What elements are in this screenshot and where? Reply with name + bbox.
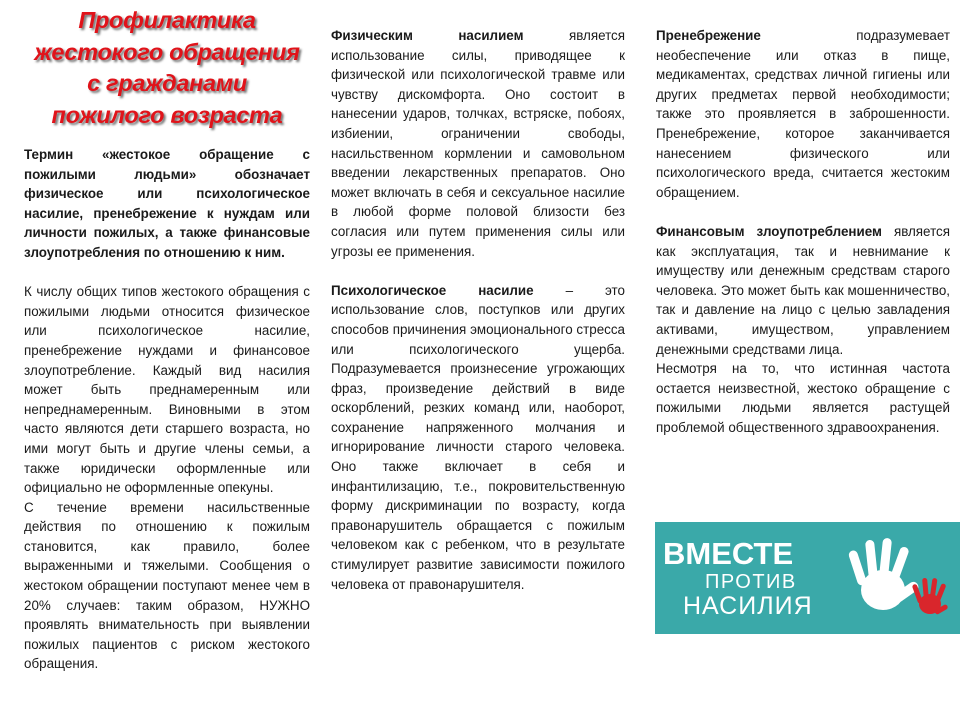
title-line: с гражданами [87,70,247,96]
middle-column [331,26,625,594]
neglect-term: Пренебрежение [656,28,761,43]
closing-paragraph: Несмотря на то, что истинная частота остается неизвестной, жестоко обращение с пожилыми людьми является растущей проблемой общественного здравоохранения. [656,361,950,435]
physical-violence-text: является использование силы, приводящее к физической или психологической травме или чувству дискомфорта. Оно состоит в нанесении ударов, толчках, встряске, побоях, избиении, ограничении свободы, насильственном кормлении и самовольном введении лекарственных препаратов. Оно может включать в себя и сексуальное насилие в любой форме половой близости без согласия или путем применения силы или угрозы ее применения. [331,28,625,259]
financial-abuse-paragraph [656,222,950,359]
types-paragraph: К числу общих типов жестокого обращения с пожилыми людьми относится физическое или психологическое насилие, пренебрежение нуждами и финансовое злоупотребление. Каждый вид насилия может быть преднамеренным или непреднамеренным. Виновными в этом часто являются дети старшего возраста, но ими могут быть и другие члены семьи, а также юридически оформленные или официально не оформленные опекуны. [24,284,310,496]
page-title [24,0,310,131]
hands-icon [835,528,955,628]
title-line: пожилого возраста [51,101,283,128]
physical-violence-paragraph [331,26,625,261]
title-line: Профилактика [78,7,256,33]
psychological-violence-text: – это использование слов, поступков или других способов причинения эмоционального стресса или психологического ущерба. Подразумевается произнесение угрожающих фраз, произведение действий в виде оскорблений, резких команд или, наоборот, сохранение напряженного молчания и игнорирование личности старого человека. Оно также включает в себя и инфантилизацию, т.е., покровительственную форму дискриминации по возрасту, когда правонарушитель обращается с пожилым человеком как с ребенком, что в результате стимулирует развитие зависимости пожилого человека от правонарушителя. [331,282,625,592]
definition-paragraph: Термин «жестокое обращение с пожилыми людьми» обозначает физическое или психологическое насилие, пренебрежение к нуждам или личности пожилых, а также финансовые злоупотребления по отношению к ним. [24,147,310,260]
neglect-text: подразумевает необеспечение или отказ в пище, медикаментах, средствах личной гигиены или других предметах первой необходимости; также это проявляется в заброшенности. Пренебрежение, которое заканчивается нанесением физического или психологического вреда, считается жестоким обращением. [656,28,950,200]
financial-abuse-text: является как эксплуатация, так и невнимание к имуществу или денежным средствам старого человека. Это может быть как мошенничество, так и давление на лицо с целью завладения активами, имуществом, управлением денежными средствами лица. [656,223,950,357]
banner-line-2: ПРОТИВ [705,571,797,593]
banner-line-3: НАСИЛИЯ [683,592,813,620]
together-against-violence-banner [655,522,960,634]
financial-abuse-term: Финансовым злоупотреблением [656,223,882,239]
left-column [24,0,310,674]
physical-violence-term: Физическим насилием [331,28,524,43]
banner-line-1: ВМЕСТЕ [663,536,794,571]
title-line: жестокого обращения [34,38,300,65]
right-column [656,26,950,437]
neglect-paragraph [656,26,950,202]
psychological-violence-paragraph [331,281,625,595]
severity-paragraph: С течение времени насильственные действия по отношению к пожилым становится, как правило, более выраженными и тяжелыми. Сообщения о жестоком обращении поступают менее чем в 20% случаев: таким образом, НУЖНО проявлять внимательность при выявлении пожилых пациентов с риском жестокого обращения. [24,499,310,672]
psychological-violence-term: Психологическое насилие [331,282,534,298]
